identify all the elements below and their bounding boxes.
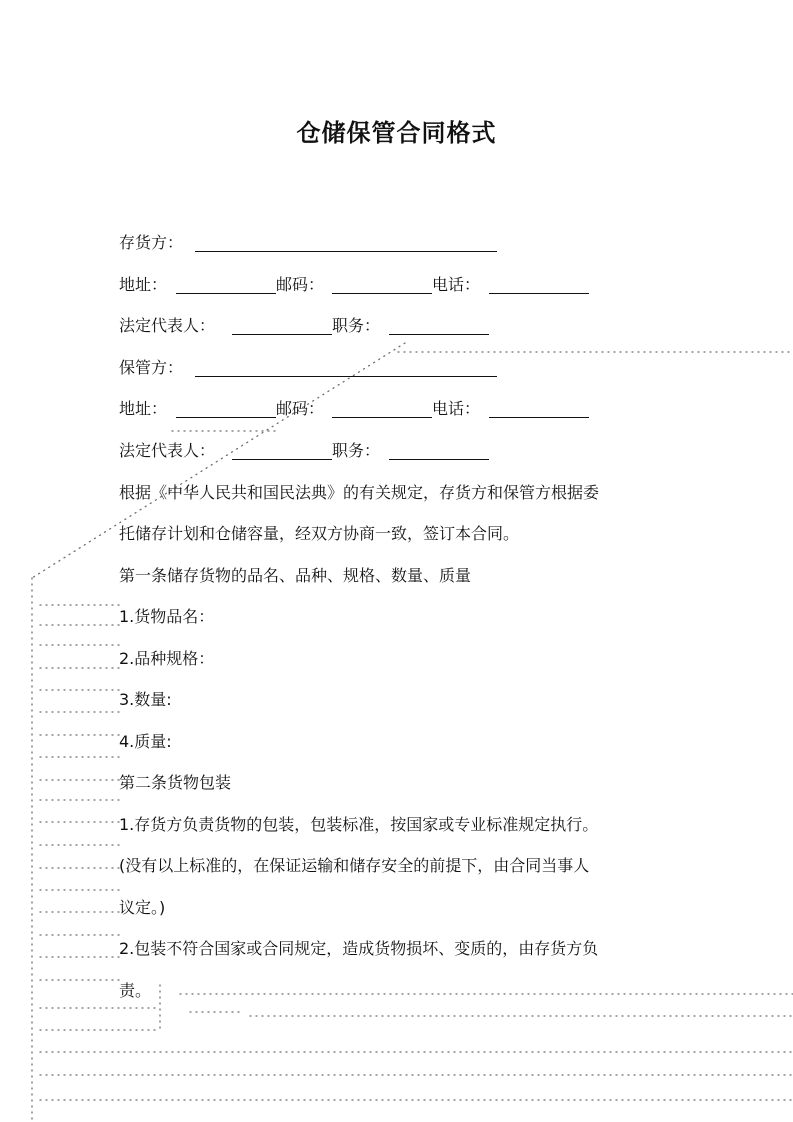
depositor-phone-blank[interactable] <box>489 293 589 294</box>
item-name-line: 1.货物品名： <box>119 607 215 626</box>
depositor-contact-row <box>119 275 599 295</box>
preamble-line-2: 托储存计划和仓储容量，经双方协商一致，签订本合同。 <box>119 524 520 543</box>
packaging-line-1: 1.存货方负责货物的包装，包装标准，按国家或专业标准规定执行。 <box>119 815 599 834</box>
article-2-title: 第二条货物包装 <box>119 773 232 792</box>
article-1-title: 第一条储存货物的品名、品种、规格、数量、质量 <box>119 566 472 585</box>
custodian-phone-blank[interactable] <box>489 417 589 418</box>
depositor-postcode-label: 邮码： <box>276 275 325 294</box>
item-spec-line: 2.品种规格： <box>119 649 215 668</box>
depositor-rep-row <box>119 316 499 336</box>
custodian-rep-row <box>119 441 499 461</box>
packaging-line-5: 责。 <box>119 981 152 1000</box>
custodian-address-label: 地址： <box>119 399 168 418</box>
depositor-blank[interactable] <box>195 251 497 252</box>
item-qty-line: 3.数量: <box>119 690 172 709</box>
custodian-blank[interactable] <box>195 376 497 377</box>
packaging-line-3: 议定。) <box>119 898 166 917</box>
custodian-postcode-label: 邮码： <box>276 399 325 418</box>
custodian-rep-label: 法定代表人： <box>119 441 216 460</box>
custodian-rep-blank[interactable] <box>232 459 332 460</box>
depositor-postcode-blank[interactable] <box>332 293 432 294</box>
custodian-address-blank[interactable] <box>176 417 276 418</box>
packaging-line-4: 2.包装不符合国家或合同规定，造成货物损坏、变质的，由存货方负 <box>119 939 599 958</box>
item-quality-line: 4.质量: <box>119 732 172 751</box>
depositor-position-blank[interactable] <box>389 334 489 335</box>
custodian-contact-row <box>119 399 599 419</box>
depositor-address-label: 地址： <box>119 275 168 294</box>
depositor-position-label: 职务： <box>332 316 381 335</box>
packaging-line-2: (没有以上标准的，在保证运输和储存安全的前提下，由合同当事人 <box>119 856 590 875</box>
custodian-postcode-blank[interactable] <box>332 417 432 418</box>
custodian-position-label: 职务： <box>332 441 381 460</box>
depositor-address-blank[interactable] <box>176 293 276 294</box>
depositor-label: 存货方： <box>119 233 184 252</box>
custodian-label: 保管方： <box>119 358 184 377</box>
document-title: 仓储保管合同格式 <box>296 119 497 147</box>
depositor-rep-blank[interactable] <box>232 334 332 335</box>
depositor-phone-label: 电话： <box>432 275 481 294</box>
custodian-phone-label: 电话： <box>432 399 481 418</box>
custodian-position-blank[interactable] <box>389 459 489 460</box>
preamble-line-1: 根据《中华人民共和国民法典》的有关规定，存货方和保管方根据委 <box>119 483 600 502</box>
depositor-rep-label: 法定代表人： <box>119 316 216 335</box>
